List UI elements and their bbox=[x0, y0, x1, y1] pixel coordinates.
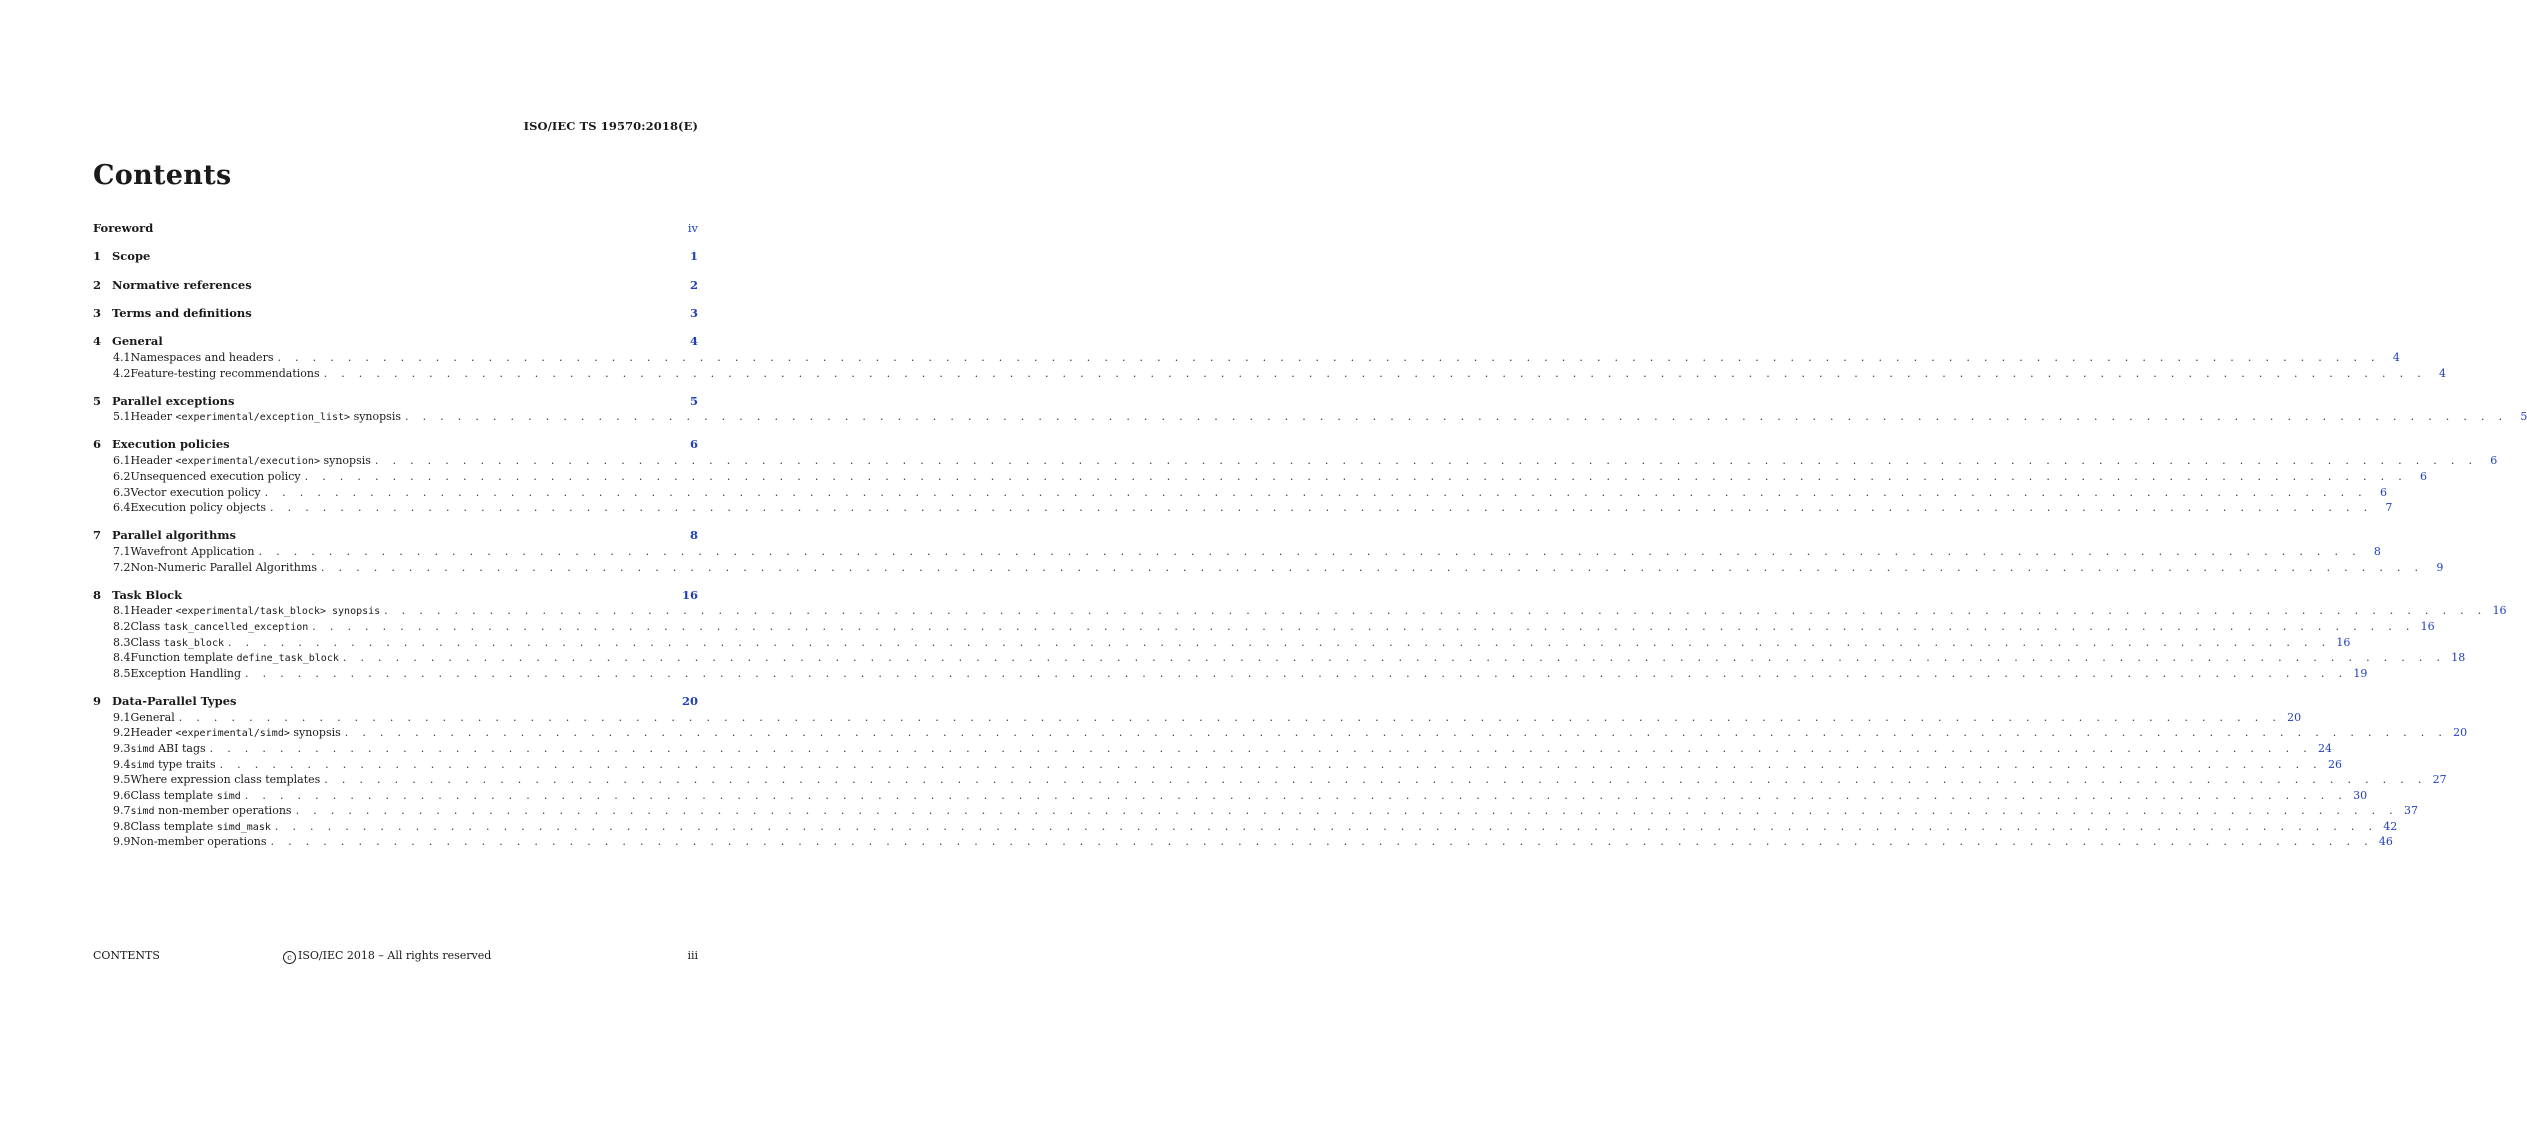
section-page-link[interactable]: 16 bbox=[2492, 604, 2507, 618]
section-number: 8.1 bbox=[113, 604, 131, 618]
section-title-code: task_cancelled_exception bbox=[163, 622, 309, 634]
section-row bbox=[93, 635, 2351, 651]
section-number: 9.1 bbox=[113, 710, 131, 724]
section-title-text: Execution policy objects bbox=[130, 501, 267, 515]
section-page-link[interactable]: 6 bbox=[2420, 469, 2428, 483]
section-row bbox=[93, 366, 2447, 382]
chapter-row bbox=[93, 306, 698, 322]
footer-section-label: CONTENTS bbox=[93, 949, 160, 962]
section-title-text: Function template bbox=[130, 651, 237, 665]
footer-page-number: iii bbox=[687, 949, 698, 962]
section-row bbox=[93, 409, 2527, 425]
foreword-page-link[interactable]: iv bbox=[687, 221, 698, 235]
dot-leader: . . . . . . . . . . . . . . . . . . . . . . . . . . . . . . . . . . . . . . . . . . . . . . . . . . . . . . . . . . . . . . . . . . . . . . . . . . . . . . . . . . . . . . . . . . . . . . . . . . . . . . . . . . . . . . . . . . . . . . . . bbox=[270, 501, 2373, 515]
chapter-page-link[interactable]: 2 bbox=[689, 277, 698, 292]
section-title-text: Header bbox=[130, 410, 176, 424]
section-row bbox=[93, 453, 2498, 469]
chapter-number: 2 bbox=[93, 277, 102, 292]
toc-chapter bbox=[93, 437, 2498, 515]
section-row bbox=[93, 619, 2435, 635]
section-page-link[interactable]: 9 bbox=[2436, 560, 2444, 574]
section-page-link[interactable]: 19 bbox=[2353, 666, 2368, 680]
section-title bbox=[131, 635, 225, 652]
dot-leader: . . . . . . . . . . . . . . . . . . . . . . . . . . . . . . . . . . . . . . . . . . . . . . . . . . . . . . . . . . . . . . . . . . . . . . . . . . . . . . . . . . . . . . . . . . . . . . . . . . . . . . . . . . . . . . . . . . . . . . . . bbox=[219, 757, 2322, 771]
chapter-page-link[interactable]: 16 bbox=[681, 587, 698, 602]
chapter-row bbox=[93, 278, 698, 294]
section-title-code: <experimental/execution> bbox=[175, 456, 320, 468]
section-title bbox=[131, 710, 175, 726]
section-title-suffix: type traits bbox=[154, 757, 216, 771]
section-row bbox=[93, 725, 2468, 741]
chapter-number: 4 bbox=[93, 334, 102, 349]
section-title-code: simd bbox=[130, 806, 155, 818]
section-title-suffix: synopsis bbox=[350, 410, 401, 424]
section-page-link[interactable]: 8 bbox=[2373, 545, 2381, 559]
section-title-text: Header bbox=[130, 726, 176, 740]
section-row bbox=[93, 834, 2393, 850]
dot-leader: . . . . . . . . . . . . . . . . . . . . . . . . . . . . . . . . . . . . . . . . . . . . . . . . . . . . . . . . . . . . . . . . . . . . . . . . . . . . . . . . . . . . . . . . . . . . . . . . . . . . . . . . . . . . . . . . . . . . . . . . bbox=[344, 726, 2448, 740]
section-title-text: Vector execution policy bbox=[130, 485, 261, 499]
chapter-number: 5 bbox=[93, 393, 102, 408]
section-page-link[interactable]: 37 bbox=[2403, 804, 2418, 818]
chapter-title: Task Block bbox=[112, 587, 183, 602]
chapter-row bbox=[93, 588, 698, 604]
section-row bbox=[93, 485, 2387, 501]
section-title-code: <experimental/exception_list> bbox=[175, 412, 351, 424]
section-row bbox=[93, 350, 2400, 366]
dot-leader: . . . . . . . . . . . . . . . . . . . . . . . . . . . . . . . . . . . . . . . . . . . . . . . . . . . . . . . . . . . . . . . . . . . . . . . . . . . . . . . . . . . . . . . . . . . . . . . . . . . . . . . . . . . . . . . . . . . . . . . . bbox=[244, 788, 2348, 802]
section-title bbox=[131, 469, 301, 485]
toc-chapter bbox=[93, 334, 2447, 381]
section-title-text: Where expression class templates bbox=[130, 773, 321, 787]
dot-leader: . . . . . . . . . . . . . . . . . . . . . . . . . . . . . . . . . . . . . . . . . . . . . . . . . . . . . . . . . . . . . . . . . . . . . . . . . . . . . . . . . . . . . . . . . . . . . . . . . . . . . . . . . . . . . . . . . . . . . . . . bbox=[209, 741, 2313, 755]
chapter-page-link[interactable]: 4 bbox=[689, 334, 698, 349]
section-title bbox=[131, 453, 371, 470]
section-page-link[interactable]: 26 bbox=[2327, 757, 2342, 771]
section-row bbox=[93, 788, 2368, 804]
section-title-code: task_block bbox=[163, 637, 224, 649]
section-title bbox=[131, 560, 317, 576]
dot-leader: . . . . . . . . . . . . . . . . . . . . . . . . . . . . . . . . . . . . . . . . . . . . . . . . . . . . . . . . . . . . . . . . . . . . . . . . . . . . . . . . . . . . . . . . . . . . . . . . . . . . . . . . . . . . . . . . . . . . . . . . bbox=[324, 773, 2427, 787]
dot-leader: . . . . . . . . . . . . . . . . . . . . . . . . . . . . . . . . . . . . . . . . . . . . . . . . . . . . . . . . . . . . . . . . . . . . . . . . . . . . . . . . . . . . . . . . . . . . . . . . . . . . . . . . . . . . . . . . . . . . . . . . bbox=[178, 710, 2282, 724]
section-row bbox=[93, 603, 2507, 619]
chapter-page-link[interactable]: 6 bbox=[689, 437, 698, 452]
section-page-link[interactable]: 6 bbox=[2379, 485, 2387, 499]
section-title-text: Exception Handling bbox=[130, 666, 242, 680]
dot-leader: . . . . . . . . . . . . . . . . . . . . . . . . . . . . . . . . . . . . . . . . . . . . . . . . . . . . . . . . . . . . . . . . . . . . . . . . . . . . . . . . . . . . . . . . . . . . . . . . . . . . . . . . . . . . . . . . . . . . . . . . bbox=[342, 651, 2446, 665]
toc-chapters bbox=[93, 249, 2527, 850]
section-title-code: simd bbox=[130, 743, 155, 755]
dot-leader: . . . . . . . . . . . . . . . . . . . . . . . . . . . . . . . . . . . . . . . . . . . . . . . . . . . . . . . . . . . . . . . . . . . . . . . . . . . . . . . . . . . . . . . . . . . . . . . . . . . . . . . . . . . . . . . . . . . . . . . . bbox=[295, 804, 2398, 818]
section-page-link[interactable]: 16 bbox=[2336, 635, 2351, 649]
dot-leader: . . . . . . . . . . . . . . . . . . . . . . . . . . . . . . . . . . . . . . . . . . . . . . . . . . . . . . . . . . . . . . . . . . . . . . . . . . . . . . . . . . . . . . . . . . . . . . . . . . . . . . . . . . . . . . . . . . . . . . . . bbox=[277, 351, 2380, 365]
footer-copyright bbox=[283, 949, 687, 964]
section-title-text: Header bbox=[130, 454, 176, 468]
section-number: 8.4 bbox=[113, 651, 131, 665]
chapter-title: Scope bbox=[112, 249, 151, 264]
section-row bbox=[93, 544, 2381, 560]
section-title-text: Feature-testing recommendations bbox=[130, 366, 320, 380]
chapter-title: Parallel exceptions bbox=[112, 393, 235, 408]
chapter-number: 9 bbox=[93, 693, 102, 708]
toc-chapter bbox=[93, 393, 2527, 425]
section-page-link[interactable]: 42 bbox=[2383, 819, 2398, 833]
section-title bbox=[131, 666, 242, 682]
section-row bbox=[93, 710, 2302, 726]
section-number: 6.4 bbox=[113, 501, 131, 515]
section-number: 9.5 bbox=[113, 773, 131, 787]
chapter-title: Parallel algorithms bbox=[112, 528, 237, 543]
section-title-code: simd_mask bbox=[216, 821, 271, 833]
section-number: 9.4 bbox=[113, 757, 131, 771]
page-title: Contents bbox=[93, 160, 232, 191]
section-title bbox=[131, 788, 241, 805]
chapter-page-link[interactable]: 3 bbox=[689, 305, 698, 320]
section-page-link[interactable]: 18 bbox=[2451, 651, 2466, 665]
dot-leader: . . . . . . . . . . . . . . . . . . . . . . . . . . . . . . . . . . . . . . . . . . . . . . . . . . . . . . . . . . . . . . . . . . . . . . . . . . . . . . . . . . . . . . . . . . . . . . . . . . . . . . . . . . . . . . . . . . . . . . . . bbox=[228, 635, 2331, 649]
section-page-link[interactable]: 4 bbox=[2439, 366, 2447, 380]
dot-leader: . . . . . . . . . . . . . . . . . . . . . . . . . . . . . . . . . . . . . . . . . . . . . . . . . . . . . . . . . . . . . . . . . . . . . . . . . . . . . . . . . . . . . . . . . . . . . . . . . . . . . . . . . . . . . . . . . . . . . . . . bbox=[304, 469, 2408, 483]
section-number: 9.8 bbox=[113, 819, 131, 833]
section-page-link[interactable]: 5 bbox=[2520, 410, 2527, 424]
chapter-number: 8 bbox=[93, 587, 102, 602]
section-title-text: Class template bbox=[130, 788, 217, 802]
section-page-link[interactable]: 7 bbox=[2385, 501, 2393, 515]
section-page-link[interactable]: 20 bbox=[2453, 726, 2468, 740]
dot-leader: . . . . . . . . . . . . . . . . . . . . . . . . . . . . . . . . . . . . . . . . . . . . . . . . . . . . . . . . . . . . . . . . . . . . . . . . . . . . . . . . . . . . . . . . . . . . . . . . . . . . . . . . . . . . . . . . . . . . . . . . bbox=[312, 620, 2415, 634]
section-number: 9.3 bbox=[113, 741, 131, 755]
toc-chapter bbox=[93, 278, 698, 294]
section-page-link[interactable]: 30 bbox=[2353, 788, 2368, 802]
section-row bbox=[93, 650, 2466, 666]
chapter-number: 7 bbox=[93, 528, 102, 543]
chapter-page-link[interactable]: 5 bbox=[689, 393, 698, 408]
dot-leader: . . . . . . . . . . . . . . . . . . . . . . . . . . . . . . . . . . . . . . . . . . . . . . . . . . . . . . . . . . . . . . . . . . . . . . . . . . . . . . . . . . . . . . . . . . . . . . . . . . . . . . . . . . . . . . . . . . . . . . . . bbox=[274, 819, 2378, 833]
section-title-suffix: synopsis bbox=[319, 454, 371, 468]
section-title bbox=[131, 650, 339, 667]
dot-leader: . . . . . . . . . . . . . . . . . . . . . . . . . . . . . . . . . . . . . . . . . . . . . . . . . . . . . . . . . . . . . . . . . . . . . . . . . . . . . . . . . . . . . . . . . . . . . . . . . . . . . . . . . . . . . . . . . . . . . . . . bbox=[405, 410, 2508, 424]
dot-leader: . . . . . . . . . . . . . . . . . . . . . . . . . . . . . . . . . . . . . . . . . . . . . . . . . . . . . . . . . . . . . . . . . . . . . . . . . . . . . . . . . . . . . . . . . . . . . . . . . . . . . . . . . . . . . . . . . . . . . . . . bbox=[270, 835, 2373, 849]
section-title bbox=[131, 603, 381, 620]
section-title bbox=[131, 834, 267, 850]
section-title bbox=[131, 409, 402, 426]
section-title-text: Class template bbox=[130, 819, 217, 833]
section-page-link[interactable]: 46 bbox=[2378, 835, 2393, 849]
section-row bbox=[93, 741, 2333, 757]
section-title-text: Wavefront Application bbox=[130, 545, 255, 559]
section-number: 9.2 bbox=[113, 726, 131, 740]
section-row bbox=[93, 469, 2428, 485]
section-page-link[interactable]: 4 bbox=[2392, 351, 2400, 365]
section-title bbox=[131, 725, 341, 742]
chapter-page-link[interactable]: 20 bbox=[681, 693, 698, 708]
chapter-number: 1 bbox=[93, 249, 102, 264]
section-number: 4.1 bbox=[113, 351, 131, 365]
section-number: 4.2 bbox=[113, 366, 131, 380]
section-title-suffix: non-member operations bbox=[154, 804, 292, 818]
section-number: 8.2 bbox=[113, 620, 131, 634]
toc-chapter bbox=[93, 306, 698, 322]
section-title bbox=[131, 500, 267, 516]
document-id-header: ISO/IEC TS 19570:2018(E) bbox=[523, 119, 698, 133]
section-number: 7.2 bbox=[113, 560, 131, 574]
chapter-title: Normative references bbox=[112, 277, 252, 292]
dot-leader: . . . . . . . . . . . . . . . . . . . . . . . . . . . . . . . . . . . . . . . . . . . . . . . . . . . . . . . . . . . . . . . . . . . . . . . . . . . . . . . . . . . . . . . . . . . . . . . . . . . . . . . . . . . . . . . . . . . . . . . . bbox=[374, 454, 2478, 468]
dot-leader: . . . . . . . . . . . . . . . . . . . . . . . . . . . . . . . . . . . . . . . . . . . . . . . . . . . . . . . . . . . . . . . . . . . . . . . . . . . . . . . . . . . . . . . . . . . . . . . . . . . . . . . . . . . . . . . . . . . . . . . . bbox=[384, 604, 2487, 618]
section-number: 8.5 bbox=[113, 666, 131, 680]
section-number: 9.7 bbox=[113, 804, 131, 818]
dot-leader: . . . . . . . . . . . . . . . . . . . . . . . . . . . . . . . . . . . . . . . . . . . . . . . . . . . . . . . . . . . . . . . . . . . . . . . . . . . . . . . . . . . . . . . . . . . . . . . . . . . . . . . . . . . . . . . . . . . . . . . . bbox=[320, 560, 2424, 574]
dot-leader: . . . . . . . . . . . . . . . . . . . . . . . . . . . . . . . . . . . . . . . . . . . . . . . . . . . . . . . . . . . . . . . . . . . . . . . . . . . . . . . . . . . . . . . . . . . . . . . . . . . . . . . . . . . . . . . . . . . . . . . . bbox=[245, 666, 2348, 680]
chapter-row bbox=[93, 394, 698, 410]
toc-chapter bbox=[93, 587, 2507, 682]
section-title bbox=[131, 757, 216, 774]
section-title bbox=[131, 772, 321, 788]
chapter-number: 3 bbox=[93, 305, 102, 320]
section-number: 6.1 bbox=[113, 454, 131, 468]
page-footer bbox=[93, 949, 698, 963]
dot-leader: . . . . . . . . . . . . . . . . . . . . . . . . . . . . . . . . . . . . . . . . . . . . . . . . . . . . . . . . . . . . . . . . . . . . . . . . . . . . . . . . . . . . . . . . . . . . . . . . . . . . . . . . . . . . . . . . . . . . . . . . bbox=[264, 485, 2367, 499]
section-row bbox=[93, 560, 2444, 576]
section-page-link[interactable]: 20 bbox=[2287, 710, 2302, 724]
foreword-title: Foreword bbox=[93, 221, 154, 235]
section-title-text: Non-Numeric Parallel Algorithms bbox=[130, 560, 317, 574]
section-title bbox=[131, 619, 309, 636]
dot-leader: . . . . . . . . . . . . . . . . . . . . . . . . . . . . . . . . . . . . . . . . . . . . . . . . . . . . . . . . . . . . . . . . . . . . . . . . . . . . . . . . . . . . . . . . . . . . . . . . . . . . . . . . . . . . . . . . . . . . . . . . bbox=[258, 545, 2361, 559]
section-title bbox=[131, 819, 271, 836]
section-title-code: simd bbox=[130, 759, 155, 771]
section-row bbox=[93, 803, 2418, 819]
section-number: 8.3 bbox=[113, 635, 131, 649]
toc-chapter bbox=[93, 528, 2444, 575]
section-title-text: Header bbox=[130, 604, 176, 618]
chapter-row bbox=[93, 437, 698, 453]
toc-chapter bbox=[93, 249, 698, 265]
chapter-row bbox=[93, 528, 698, 544]
section-row bbox=[93, 819, 2398, 835]
section-page-link[interactable]: 24 bbox=[2318, 741, 2333, 755]
section-title-code: <experimental/simd> bbox=[175, 728, 290, 740]
table-of-contents bbox=[93, 221, 2527, 862]
section-row bbox=[93, 757, 2342, 773]
chapter-row bbox=[93, 249, 698, 265]
chapter-title: Terms and definitions bbox=[112, 305, 252, 320]
chapter-title: Data-Parallel Types bbox=[112, 693, 237, 708]
section-title-code: simd bbox=[216, 790, 241, 802]
section-title-text: Unsequenced execution policy bbox=[130, 469, 301, 483]
section-page-link[interactable]: 27 bbox=[2432, 773, 2447, 787]
section-title bbox=[131, 544, 255, 560]
section-number: 9.9 bbox=[113, 835, 131, 849]
toc-chapter bbox=[93, 693, 2468, 850]
section-number: 6.3 bbox=[113, 485, 131, 499]
section-title bbox=[131, 803, 292, 820]
section-title-text: Non-member operations bbox=[130, 835, 267, 849]
chapter-page-link[interactable]: 8 bbox=[689, 528, 698, 543]
section-row bbox=[93, 772, 2447, 788]
section-number: 5.1 bbox=[113, 410, 131, 424]
dot-leader: . . . . . . . . . . . . . . . . . . . . . . . . . . . . . . . . . . . . . . . . . . . . . . . . . . . . . . . . . . . . . . . . . . . . . . . . . . . . . . . . . . . . . . . . . . . . . . . . . . . . . . . . . . . . . . . . . . . . . . . . bbox=[323, 366, 2427, 380]
section-page-link[interactable]: 16 bbox=[2420, 620, 2435, 634]
footer-copyright-text: ISO/IEC 2018 – All rights reserved bbox=[298, 949, 492, 962]
section-title-text: General bbox=[130, 710, 175, 724]
section-row bbox=[93, 666, 2368, 682]
chapter-number: 6 bbox=[93, 437, 102, 452]
section-number: 6.2 bbox=[113, 469, 131, 483]
section-title-text: Class bbox=[130, 620, 164, 634]
copyright-icon: c bbox=[283, 951, 296, 964]
section-title-code: define_task_block bbox=[236, 653, 339, 665]
section-title bbox=[131, 485, 261, 501]
section-title-text: Namespaces and headers bbox=[130, 351, 274, 365]
section-title-suffix: synopsis bbox=[289, 726, 341, 740]
chapter-title: General bbox=[112, 334, 163, 349]
section-number: 7.1 bbox=[113, 545, 131, 559]
chapter-page-link[interactable]: 1 bbox=[689, 249, 698, 264]
section-number: 9.6 bbox=[113, 788, 131, 802]
section-title bbox=[131, 350, 274, 366]
section-title-code: <experimental/task_block> synopsis bbox=[175, 606, 381, 618]
chapter-row bbox=[93, 334, 698, 350]
toc-foreword bbox=[93, 221, 698, 237]
section-title bbox=[131, 366, 320, 382]
section-page-link[interactable]: 6 bbox=[2490, 454, 2498, 468]
chapter-title: Execution policies bbox=[112, 437, 230, 452]
section-title-text: Class bbox=[130, 635, 164, 649]
section-title-suffix: ABI tags bbox=[154, 741, 206, 755]
section-title bbox=[131, 741, 206, 758]
chapter-row bbox=[93, 694, 698, 710]
section-row bbox=[93, 500, 2393, 516]
